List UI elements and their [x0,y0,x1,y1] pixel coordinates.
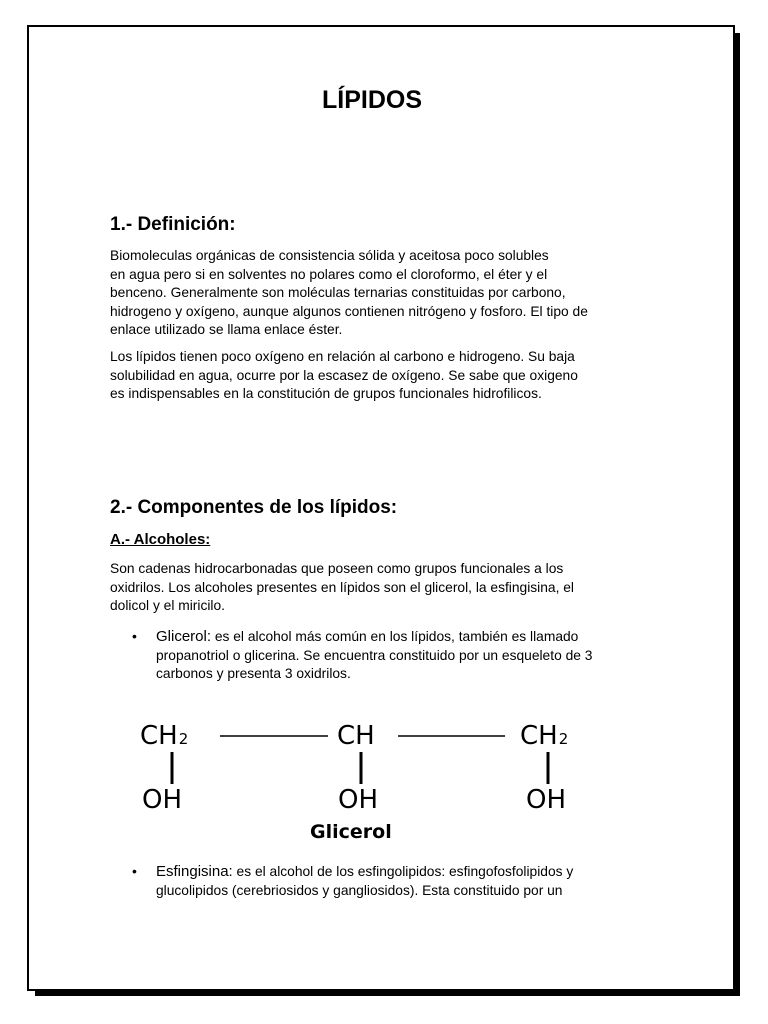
glycerol-structure-diagram [130,712,610,842]
text-line: Son cadenas hidrocarbonadas que poseen como grupos funcionales a los [110,561,564,576]
group-3: CH2 [520,721,569,751]
text-line: solubilidad en agua, ocurre por la escasez de oxígeno. Se sabe que oxigeno [110,367,578,383]
glicerol-label: Glicerol: [156,628,212,645]
definition-paragraph-2 [110,348,650,404]
text-line: oxidrilos. Los alcoholes presentes en lípidos son el glicerol, la esfingisina, el [110,579,574,595]
text-line: Biomoleculas orgánicas de consistencia sólida y aceitosa poco solubles [110,248,549,263]
text-line: Los lípidos tienen poco oxígeno en relación al carbono e hidrogeno. Su baja [110,349,575,364]
section-1-heading: 1.- Definición: [110,214,236,235]
definition-paragraph-1 [110,247,650,340]
bullet-glicerol: • [132,628,137,644]
text-line: dolicol y el miricilo. [110,598,226,613]
esfingisina-text: es el alcohol de los esfingolipidos: esfingofosfolipidos y [232,864,574,879]
group-2: CH [337,721,375,751]
page-shadow-bottom [35,991,740,996]
glicerol-text: es el alcohol más común en los lípidos, también es llamado [211,629,579,644]
diagram-caption: Glicerol [310,821,392,842]
alcoholes-paragraph [110,560,650,616]
text-line: carbonos y presenta 3 oxidrilos. [156,666,351,681]
alcoholes-subheading: A.- Alcoholes: [110,531,211,548]
oh-group-2: OH [338,785,379,815]
text-line: enlace utilizado se llama enlace éster. [110,322,343,337]
text-line [156,863,656,882]
text-line: en agua pero si en solventes no polares como el cloroformo, el éter y el [110,266,548,282]
oh-group-3: OH [526,785,567,815]
page-shadow-right [735,33,740,996]
oh-group-1: OH [142,785,183,815]
bullet-esfingisina: • [132,863,137,879]
text-line: hidrogeno y oxígeno, aunque algunos contienen nitrógeno y fosforo. El tipo de [110,303,588,319]
document-title: LÍPIDOS [321,86,422,114]
esfingisina-label: Esfingisina: [156,863,233,880]
text-line [156,628,656,647]
group-1: CH2 [140,721,189,751]
text-line: es indispensables en la constitución de grupos funcionales hidrofilicos. [110,386,542,401]
section-2-heading: 2.- Componentes de los lípidos: [110,497,398,518]
text-line: propanotriol o glicerina. Se encuentra constituido por un esqueleto de 3 [156,647,593,663]
text-line: benceno. Generalmente son moléculas ternarias constituidas por carbono, [110,285,566,300]
glicerol-item [156,628,656,684]
esfingisina-item [156,863,656,900]
text-line: glucolipidos (cerebriosidos y gangliosidos). Esta constituido por un [156,882,563,898]
